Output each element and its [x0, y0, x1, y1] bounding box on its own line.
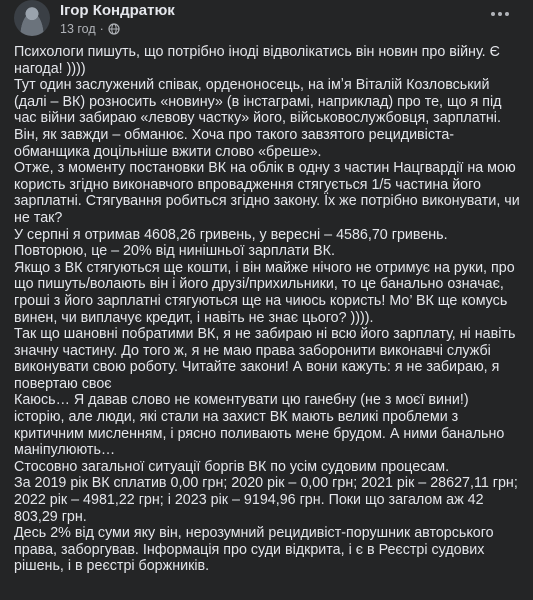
author-name[interactable]: Ігор Кондратюк — [60, 2, 175, 19]
post-paragraph: У серпні я отримав 4608,26 гривень, у вересні – 4586,70 гривень. — [14, 226, 448, 243]
post-paragraph: За 2019 рік ВК сплатив 0,00 грн; 2020 рік – 0,00 грн; 2021 рік – 28627,11 грн; 2022 рік – 4981,22 грн; і 2023 рік – 9194,96 грн. Поки що загалом аж 42 803,29 грн. — [14, 475, 518, 525]
post-paragraph: Психологи пишуть, що потрібно іноді відволікатись він новин про війну. Є нагода! )))) — [14, 44, 500, 77]
post-paragraph: Повторюю, це – 20% від нинішньої зарплати ВК. — [14, 243, 335, 260]
post-paragraph: Десь 2% від суми яку він, нерозумний рецидивіст-порушник авторського права, заборгував. Інформація про суди відкрита, і є в Реєстрі судових рішень, і в реєстрі боржників. — [14, 525, 494, 575]
post-paragraph: Якщо з ВК стягуються ще кошти, і він майже нічого не отримує на руки, про що пишуть/волають він і його друзі/прихильники, то це банально означає, гроші з його зарплатні стягуються ще на чиюсь користь! Мо’ ВК ще комусь винен, чи виплачує кредит, і навіть не знає цього? )))). — [14, 259, 515, 326]
post-paragraph: Каюсь… Я давав слово не коментувати цю ганебну (не з моєї вини!) історію, але люди, які стали на захист ВК мають великі проблеми з критичним мисленням, і рясно поливають мене брудом. А ними банально маніпулюють… — [14, 392, 505, 459]
avatar[interactable] — [14, 0, 50, 36]
globe-icon — [108, 23, 120, 35]
post-paragraph: Так що шановні побратими ВК, я не забираю ні всю його зарплату, ні навіть значну частину. До того ж, я не маю права заборонити виконавчі службі виконувати свою роботу. Читайте закони! А вони кажуть: я не забираю, я повертаю своє — [14, 326, 516, 392]
more-options-icon[interactable] — [487, 4, 513, 24]
post-paragraph: Стосовно загальної ситуації боргів ВК по усім судовим процесам. — [14, 458, 450, 475]
post-text — [14, 44, 522, 575]
post-paragraph: Отже, з моменту постановки ВК на облік в одну з частин Нацгвардії на мою користь згідно виконавчого впровадження стягується 1/5 частина його зарплатні. Стягування робиться згідно закону. Їх же потрібно виконувати, чи не так? — [14, 160, 520, 226]
post-paragraph: Тут один заслужений співак, орденоносець, на імʼя Віталій Козловський (далі – ВК) розносить «новину» (в інстаграмі, наприклад) про те, що я під час війни забираю «левову частку» його, військовослужбовця, зарплатні. Він, як завжди – обманює. Хоча про такого завзятого рецидивіста-обманщика доцільніше вжити слово «бреше». — [14, 77, 502, 160]
post-header — [14, 0, 519, 44]
post-timestamp[interactable]: 13 год — [60, 22, 96, 36]
post-meta: 13 год · — [60, 22, 120, 36]
